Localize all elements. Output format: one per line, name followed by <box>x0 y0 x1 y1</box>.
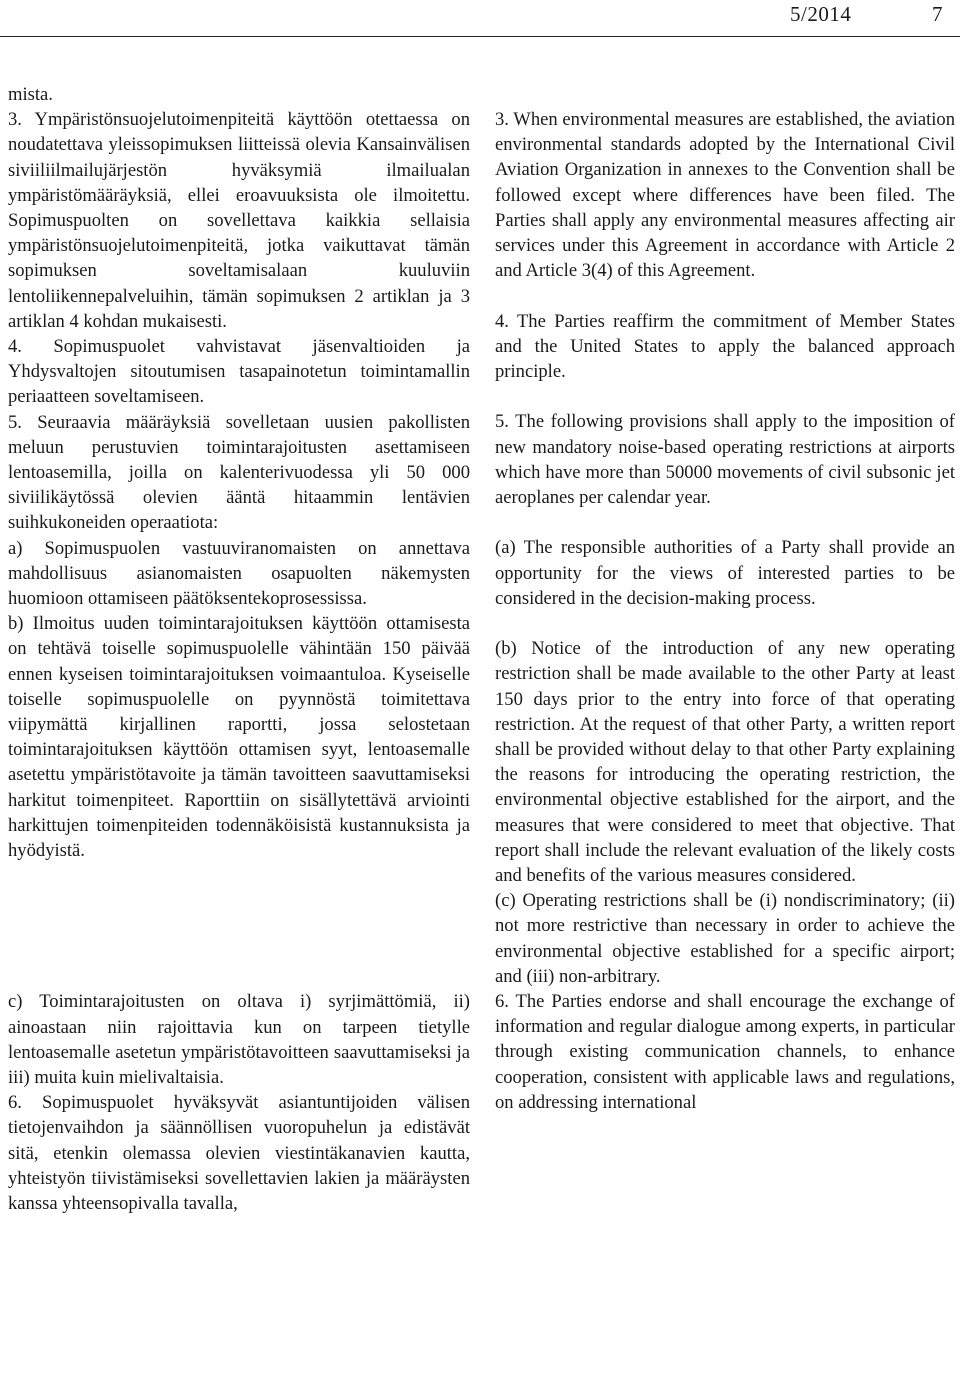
fi-paragraph-3: 3. Ympäristönsuojelutoimenpiteitä käyttöön otettaessa on noudatettava yleissopimuksen liitteissä olevia Kansainvälisen siviiliilmailujärjestön hyväksymiä ilmailualan ympäristömääräyksiä, ellei eroavuuksista ole ilmoitettu. Sopimuspuolten on sovellettava kaikkia sellaisia ympäristönsuojelutoimenpiteitä, jotka vaikuttavat tämän sopimuksen soveltamisalaan kuuluviin lentoliikennepalveluihin, tämän sopimuksen 2 artiklan ja 3 artiklan 4 kohdan mukaisesti. <box>8 109 470 332</box>
fi-paragraph-continuation: mista. <box>8 84 53 105</box>
en-paragraph-5c: (c) Operating restrictions shall be (i) nondiscriminatory; (ii) not more restrictive than necessary in order to achieve the environmental objective established for a specific airport; and (iii) non-arbitrary. <box>495 890 955 987</box>
fi-paragraph-5: 5. Seuraavia määräyksiä sovelletaan uusien pakollisten meluun perustuvien toimintarajoitusten asettamiseen lentoasemilla, joilla on kalenterivuodessa yli 50 000 siviilikäytössä olevien ääntä hitaammin lentävien suihkukoneiden operaatiota: <box>8 411 470 534</box>
page-header <box>0 0 960 40</box>
page-number: 7 <box>932 2 943 26</box>
fi-paragraph-5b: b) Ilmoitus uuden toimintarajoituksen käyttöön ottamisesta on tehtävä toiselle sopimuspuolelle vähintään 150 päivää ennen kyseisen toimintarajoituksen voimaantuloa. Kyseiselle toiselle sopimuspuolelle on pyynnöstä toimitettava viipymättä kirjallinen raportti, jossa selostetaan toimintarajoituksen käyttöön ottamisen syyt, lentoasemalle asetettu ympäristötavoite ja tämän tavoitteen saavuttamiseksi harkitut toimenpiteet. Raporttiin on sisällytettävä arviointi harkittujen toimenpiteiden todennäköisistä kustannuksista ja hyödyistä. <box>8 613 470 862</box>
en-paragraph-5b: (b) Notice of the introduction of any new operating restriction shall be made available to the other Party at least 150 days prior to the entry into force of that operating restriction. At the request of that other Party, a written report shall be provided without delay to that other Party explaining the reasons for introducing the operating restriction, the environmental objective established for the airport, and the measures that were considered to meet that objective. That report shall include the relevant evaluation of the likely costs and benefits of the various measures considered. <box>495 638 955 887</box>
issue-label: 5/2014 <box>790 2 852 26</box>
en-paragraph-3: 3. When environmental measures are established, the aviation environmental standards adopted by the International Civil Aviation Organization in annexes to the Convention shall be followed except where differences have been filed. The Parties shall apply any environmental measures affecting air services under this Agreement in accordance with Article 2 and Article 3(4) of this Agreement. <box>495 109 955 282</box>
fi-paragraph-5a: a) Sopimuspuolen vastuuviranomaisten on annettava mahdollisuus asianomaisten osapuolten näkemysten huomioon ottamiseen päätöksentekoprosessissa. <box>8 537 470 610</box>
english-column <box>495 107 955 1115</box>
en-paragraph-5: 5. The following provisions shall apply to the imposition of new mandatory noise-based operating restrictions at airports which have more than 50000 movements of civil subsonic jet aeroplanes per calendar year. <box>495 411 955 509</box>
en-paragraph-6: 6. The Parties endorse and shall encourage the exchange of information and regular dialogue among experts, in particular through existing communication channels, to enhance cooperation, consistent with applicable laws and regulations, on addressing international <box>495 991 955 1113</box>
fi-paragraph-6: 6. Sopimuspuolet hyväksyvät asiantuntijoiden välisen tietojenvaihdon ja säännöllisen vuoropuhelun ja edistävät sitä, etenkin olemassa olevien viestintäkanavien kautta, yhteistyön tiivistämiseksi sovellettavien lakien ja määräysten kanssa yhteensopivalla tavalla, <box>8 1092 470 1214</box>
fi-paragraph-4: 4. Sopimuspuolet vahvistavat jäsenvaltioiden ja Yhdysvaltojen sitoutumisen tasapainotetun toimintamallin periaatteen soveltamiseen. <box>8 336 470 408</box>
header-rule <box>0 36 960 37</box>
en-paragraph-4: 4. The Parties reaffirm the commitment of Member States and the United States to apply the balanced approach principle. <box>495 310 955 383</box>
finnish-column <box>8 82 470 1216</box>
en-paragraph-5a: (a) The responsible authorities of a Party shall provide an opportunity for the views of interested parties to be considered in the decision-making process. <box>495 537 955 609</box>
fi-paragraph-5c: c) Toimintarajoitusten on oltava i) syrjimättömiä, ii) ainoastaan niin rajoittavia kun on tarpeen tietylle lentoasemalle asetetun ympäristötavoitteen saavuttamiseksi ja iii) muita kuin mielivaltaisia. <box>8 991 470 1088</box>
